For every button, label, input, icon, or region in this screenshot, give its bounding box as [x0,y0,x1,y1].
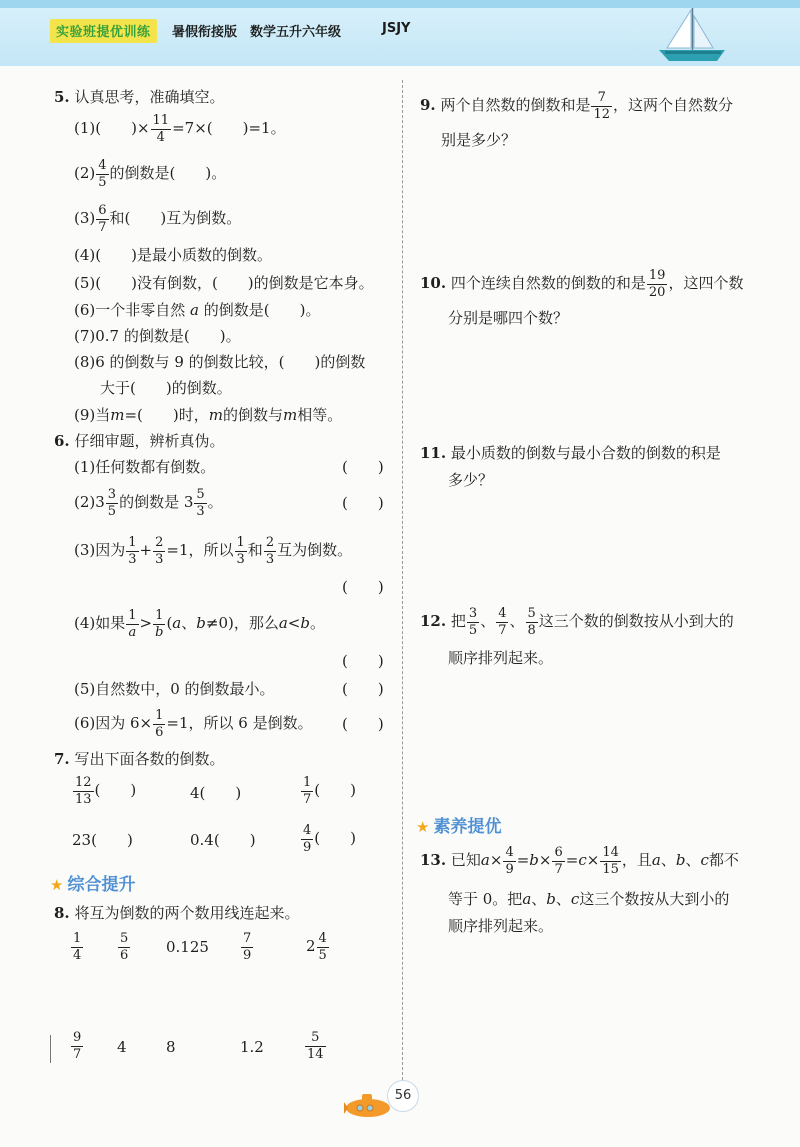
q7-prompt: 写出下面各数的倒数。 [74,750,225,768]
q5-9-text: (9)当 [74,406,111,424]
sep: 、 [555,890,571,908]
q6-2-text: 的倒数是 3 [119,493,194,511]
q12-text: 把 [450,612,466,630]
star-icon: ★ [416,818,430,836]
q8-top-2[interactable] [117,928,131,964]
fraction: $\frac{7}{9}$ [243,930,252,963]
q6-item-1: (1)任何数都有倒数。 [74,458,216,476]
q6-4-text: ≠0)，那么 [205,614,279,632]
q8-bottom-1[interactable] [70,1027,84,1063]
answer-blank[interactable]: ( ) [94,781,137,799]
sep: 、 [480,612,496,630]
q9-line-1 [420,88,733,122]
whole-part: 2 [306,937,316,955]
section-title: 素养提优 [433,817,502,837]
fraction: $\frac{2}{3}$ [155,534,164,567]
fraction: $\frac{1}{a}$ [128,607,137,640]
sailboat-icon [655,6,730,68]
sep: 、 [509,612,525,630]
q7-number: 7. [54,750,70,768]
answer-blank[interactable]: ( ) [314,829,356,847]
q8-bottom-2[interactable]: 4 [117,1038,127,1056]
q11-line-2: 多少？ [448,471,494,489]
q5-6-text: (6)一个非零自然 [74,301,186,319]
section-literacy [416,812,501,837]
q5-heading [54,86,224,107]
q6-4-paren-open: ( [166,614,173,632]
q9-number: 9. [420,96,436,114]
q7-value: 4 [190,784,200,802]
q5-9-text-d: 相等。 [297,406,343,424]
q13-text: 已知 [450,851,481,869]
times-sign: × [538,851,552,869]
q5-item-4: (4)( )是最小质数的倒数。 [74,246,272,264]
sep: 、 [531,890,547,908]
fraction: $\frac{5}{14}$ [307,1029,324,1062]
fraction: $\frac{1}{b}$ [155,607,164,640]
section-title: 综合提升 [67,875,136,895]
q7-value: 23 [72,831,92,849]
q5-3-label: (3) [74,209,96,227]
q10-text: 四个连续自然数的倒数的和是 [450,274,646,292]
q6-3-label: (3)因为 [74,541,126,559]
q5-2-label: (2) [74,164,96,182]
q6-item-6 [74,706,313,740]
var-c: c [700,851,709,869]
times-sign: × [489,851,503,869]
q11-number: 11. [420,444,447,462]
q6-item-3 [74,533,352,567]
answer-blank[interactable]: ( ) [314,781,356,799]
section-comprehensive [50,870,135,895]
submarine-icon [342,1086,394,1120]
q6-4-label: (4)如果 [74,614,126,632]
q13-line2-text-b: 这三个数按从大到小的 [579,890,730,908]
column-divider [402,80,403,1080]
fraction: $\frac{4}{5}$ [318,930,327,963]
q6-item-4 [74,606,325,640]
fraction: $\frac{19}{20}$ [648,267,666,300]
fraction: $\frac{1}{7}$ [303,774,312,807]
var-a: a [278,614,288,632]
q8-top-3[interactable]: 0.125 [166,938,209,956]
fraction: $\frac{4}{7}$ [498,605,507,638]
q5-3-text: 和( )互为倒数。 [109,209,242,227]
fraction: $\frac{5}{6}$ [120,930,129,963]
sep: 、 [685,851,701,869]
var-c: c [578,851,587,869]
fraction: $\frac{9}{7}$ [73,1029,82,1062]
q6-3-and: 和 [247,541,263,559]
q13-line-3: 顺序排列起来。 [448,917,554,935]
var-a: a [480,851,490,869]
header-series: JSJY [382,21,411,36]
times-sign: × [586,851,600,869]
gt-sign: > [139,614,153,632]
answer-blank[interactable]: ( ) [199,784,242,802]
var-m: m [283,406,298,424]
q6-2-end: 。 [207,493,223,511]
equals-sign: = [516,851,530,869]
plus-sign: + [139,541,153,559]
q7-item-3 [300,772,356,808]
q11-line-1 [420,442,721,463]
fraction: $\frac{3}{5}$ [468,605,478,638]
fraction: $\frac{1}{3}$ [128,534,137,567]
fraction: $\frac{1}{3}$ [236,534,245,567]
var-a: a [190,301,199,319]
q13-text-c: 都不 [708,851,739,869]
fraction: $\frac{5}{8}$ [527,605,536,638]
answer-paren[interactable]: ( ) [342,715,384,733]
fraction: $\frac{1}{6}$ [155,707,164,740]
q5-item-1 [74,112,286,144]
q6-3-end: 互为倒数。 [277,541,353,559]
q8-top-4[interactable] [240,928,254,964]
answer-paren[interactable]: ( ) [342,458,384,476]
q7-value: 0.4 [190,831,214,849]
q6-4-end: 。 [309,614,325,632]
q6-3-text: =1，所以 [166,541,234,559]
q8-top-5[interactable] [306,928,330,964]
var-m: m [110,406,125,424]
q6-item-5: (5)自然数中，0 的倒数最小。 [74,680,275,698]
var-b: b [196,614,206,632]
page-number: 56 [387,1080,419,1112]
var-b: b [529,851,539,869]
q7-item-1 [72,772,136,808]
q8-bottom-4[interactable]: 1.2 [240,1038,264,1056]
q5-item-9 [74,404,342,425]
left-edge-mark [50,1035,51,1063]
var-c: c [570,890,580,908]
q6-heading [54,430,224,451]
q8-heading [54,902,299,923]
q5-9-text-b: =( )时， [124,406,209,424]
equals-sign: = [565,851,579,869]
sep: 、 [660,851,676,869]
var-a: a [651,851,661,869]
fraction: $\frac{4}{9}$ [505,844,514,877]
var-m: m [208,406,223,424]
var-b: b [675,851,686,869]
q8-prompt: 将互为倒数的两个数用线连起来。 [74,904,300,922]
answer-paren[interactable]: ( ) [342,578,384,596]
q10-line-2: 分别是哪四个数？ [448,309,569,327]
q10-text-b: ，这四个数 [668,274,744,292]
var-b: b [300,614,310,632]
fraction: $\frac{12}{13}$ [75,774,92,807]
q5-item-8-cont: 大于( )的倒数。 [100,379,232,397]
q7-item-5 [190,829,256,850]
q8-number: 8. [54,904,70,922]
var-b: b [546,890,556,908]
q13-line-2 [448,888,729,909]
header-tag: 实验班提优训练 [50,19,157,43]
q6-number: 6. [54,432,70,450]
q9-text: 两个自然数的倒数和是 [440,96,591,114]
q13-number: 13. [420,851,447,869]
q5-item-8: (8)6 的倒数与 9 的倒数比较，( )的倒数 [74,353,366,371]
q6-6-label: (6)因为 6× [74,714,153,732]
fraction: $\frac{7}{12}$ [593,89,611,122]
q13-text-b: ，且 [621,851,652,869]
q8-bottom-5[interactable] [304,1027,327,1063]
q10-line-1 [420,266,743,300]
q9-line-2: 别是多少？ [441,131,517,149]
q5-prompt: 认真思考，准确填空。 [74,88,225,106]
fraction: $\frac{4}{5}$ [98,157,107,190]
star-icon: ★ [50,876,64,894]
q12-line-2: 顺序排列起来。 [448,649,554,667]
q5-number: 5. [54,88,70,106]
q5-item-6 [74,299,320,320]
q8-bottom-3[interactable]: 8 [166,1038,176,1056]
q7-item-2 [190,782,241,803]
q5-1-text-b: =7×( )=1。 [172,119,286,137]
answer-blank[interactable]: ( ) [91,831,133,849]
fraction: $\frac{1}{4}$ [73,930,82,963]
q6-prompt: 仔细审题，辨析真伪。 [74,432,225,450]
q5-item-3 [74,202,241,234]
var-a: a [522,890,532,908]
q6-2-label: (2)3 [74,493,105,511]
fraction: $\frac{5}{3}$ [196,486,205,519]
q7-heading [54,748,224,769]
q9-text-b: ，这两个自然数分 [613,96,734,114]
fraction: $\frac{4}{9}$ [303,822,312,855]
sep: 、 [181,614,197,632]
answer-blank[interactable]: ( ) [213,831,256,849]
q5-9-text-c: 的倒数与 [223,406,284,424]
q5-2-text: 的倒数是( )。 [109,164,227,182]
q5-item-5: (5)( )没有倒数，( )的倒数是它本身。 [74,274,374,292]
q13-line-1 [420,843,739,877]
var-a: a [172,614,182,632]
q12-number: 12. [420,612,447,630]
q5-item-2 [74,157,226,189]
q6-6-text: =1，所以 6 是倒数。 [166,714,313,732]
answer-paren[interactable]: ( ) [342,494,384,512]
answer-paren[interactable]: ( ) [342,680,384,698]
q12-text-b: 这三个数的倒数按从小到大的 [538,612,734,630]
q5-1-text: (1)( )× [74,119,150,137]
q13-line2-text: 等于 0。把 [448,890,523,908]
fraction: $\frac{6}{7}$ [554,844,563,877]
fraction: $\frac{6}{7}$ [98,202,107,235]
q5-item-7: (7)0.7 的倒数是( )。 [74,327,241,345]
q6-item-2 [74,485,223,519]
q5-6-text-b: 的倒数是( )。 [203,301,321,319]
q7-item-4 [72,829,133,850]
fraction: $\frac{3}{5}$ [107,486,117,519]
lt-sign: < [287,614,301,632]
q10-number: 10. [420,274,447,292]
fraction: $\frac{2}{3}$ [265,534,275,567]
header-title: 暑假衔接版 数学五升六年级 [172,25,342,40]
q8-top-1[interactable] [70,928,84,964]
q12-line-1 [420,604,734,638]
q11-text: 最小质数的倒数与最小合数的倒数的积是 [450,444,721,462]
q7-item-6 [300,820,356,856]
answer-paren[interactable]: ( ) [342,652,384,670]
fraction: $\frac{14}{15}$ [602,844,619,877]
fraction: $\frac{11}{4}$ [152,112,170,145]
